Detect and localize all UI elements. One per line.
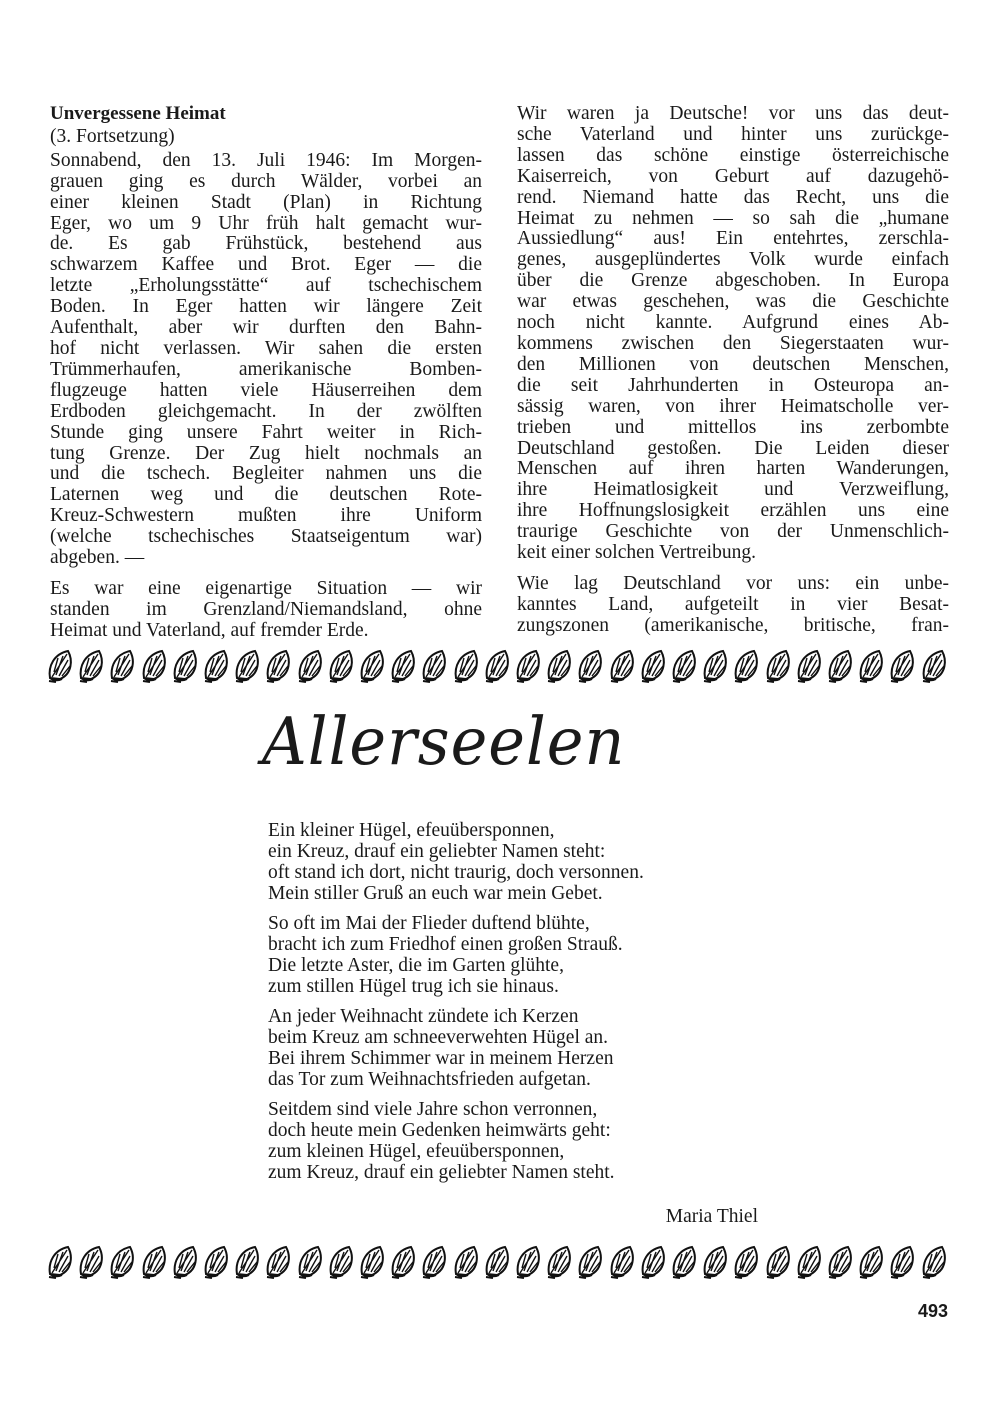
text-line: keit einer solchen Vertreibung. bbox=[517, 542, 756, 564]
text-line: Aussiedlung“ aus! Ein entehrtes, zerschla- bbox=[517, 228, 949, 250]
leaf-icon bbox=[888, 648, 918, 684]
leaf-icon bbox=[670, 648, 700, 684]
leaf-icon bbox=[77, 1244, 107, 1280]
leaf-icon bbox=[452, 648, 482, 684]
poem-author: Maria Thiel bbox=[665, 1206, 758, 1227]
text-line: Wir waren ja Deutsche! vor uns das deut- bbox=[517, 103, 949, 124]
poem-line: ein Kreuz, drauf ein geliebter Namen steht: bbox=[268, 841, 606, 862]
leaf-icon bbox=[46, 648, 76, 684]
poem-line: doch heute mein Gedenken heimwärts geht: bbox=[268, 1120, 611, 1141]
leaf-icon bbox=[732, 1244, 762, 1280]
text-line: traurige Geschichte von der Unmenschlich- bbox=[517, 521, 949, 543]
leaf-icon bbox=[920, 648, 950, 684]
leaf-icon bbox=[452, 1244, 482, 1280]
leaf-icon bbox=[264, 1244, 294, 1280]
leaf-icon bbox=[764, 1244, 794, 1280]
text-line: de. Es gab Frühstück, bestehend aus bbox=[50, 233, 482, 255]
text-line: Laternen weg und die deutschen Rote- bbox=[50, 484, 482, 506]
poem-line: zum Kreuz, drauf ein geliebter Namen steht. bbox=[268, 1162, 615, 1183]
poem-line: beim Kreuz am schneeverwehten Hügel an. bbox=[268, 1027, 609, 1048]
text-line: Sonnabend, den 13. Juli 1946: Im Morgen- bbox=[50, 149, 482, 171]
text-line: sche Vaterland und hinter uns zurückge- bbox=[517, 123, 949, 145]
text-line: Wie lag Deutschland vor uns: ein unbe- bbox=[517, 572, 949, 594]
paragraph bbox=[50, 579, 482, 642]
text-line: einer kleinen Stadt (Plan) in Richtung bbox=[50, 191, 482, 213]
leaf-icon bbox=[826, 648, 856, 684]
text-line: Aufenthalt, aber wir durften den Bahn- bbox=[50, 317, 482, 339]
poem-stanza bbox=[268, 913, 644, 997]
poem-line: Mein stiller Gruß an euch war mein Gebet. bbox=[268, 883, 603, 904]
poem-line: Die letzte Aster, die im Garten glühte, bbox=[268, 955, 564, 976]
leaf-icon bbox=[701, 648, 731, 684]
text-line: abgeben. — bbox=[50, 547, 145, 569]
text-line: letzte „Erholungsstätte“ auf tschechischem bbox=[50, 275, 482, 297]
text-line: standen im Grenzland/Niemandsland, ohne bbox=[50, 598, 482, 620]
leaf-icon bbox=[514, 1244, 544, 1280]
leaf-icon bbox=[296, 1244, 326, 1280]
text-line: flugzeuge hatten viele Häuserreihen dem bbox=[50, 379, 482, 401]
poem-line: zum stillen Hügel trug ich sie hinaus. bbox=[268, 976, 559, 997]
poem-line: oft stand ich dort, nicht traurig, doch versonnen. bbox=[268, 862, 644, 883]
leaf-icon bbox=[140, 648, 170, 684]
leaf-icon bbox=[826, 1244, 856, 1280]
leaf-icon bbox=[545, 1244, 575, 1280]
leaf-icon bbox=[171, 1244, 201, 1280]
leaf-icon bbox=[670, 1244, 700, 1280]
text-line: den Millionen von deutschen Menschen, bbox=[517, 353, 949, 375]
leaf-ornament-border-top bbox=[46, 648, 950, 684]
leaf-icon bbox=[764, 648, 794, 684]
article-left-column bbox=[50, 104, 482, 642]
leaf-icon bbox=[202, 1244, 232, 1280]
poem-line: das Tor zum Weihnachtsfrieden aufgetan. bbox=[268, 1069, 591, 1090]
leaf-icon bbox=[576, 648, 606, 684]
text-line: war etwas geschehen, was die Geschichte bbox=[517, 291, 949, 313]
article-right-body bbox=[517, 104, 949, 637]
text-line: über die Grenze abgeschoben. In Europa bbox=[517, 270, 949, 292]
article-subtitle: (3. Fortsetzung) bbox=[50, 125, 175, 147]
leaf-icon bbox=[608, 1244, 638, 1280]
text-line: Heimat und Vaterland, auf fremder Erde. bbox=[50, 619, 369, 641]
text-line: schwarzem Kaffee und Brot. Eger — die bbox=[50, 254, 482, 276]
text-line: zungszonen (amerikanische, britische, fran- bbox=[517, 614, 949, 636]
text-line: Heimat zu nehmen — so sah die „humane bbox=[517, 207, 949, 229]
text-line: trieben und mittellos ins zerbombte bbox=[517, 416, 949, 438]
leaf-icon bbox=[140, 1244, 170, 1280]
leaf-icon bbox=[233, 648, 263, 684]
leaf-icon bbox=[483, 648, 513, 684]
leaf-icon bbox=[420, 648, 450, 684]
page-number: 493 bbox=[917, 1301, 948, 1321]
poem-line: Bei ihrem Schimmer war in meinem Herzen bbox=[268, 1048, 614, 1069]
leaf-icon bbox=[608, 648, 638, 684]
leaf-icon bbox=[108, 1244, 138, 1280]
leaf-icon bbox=[358, 648, 388, 684]
article-left-body bbox=[50, 151, 482, 642]
leaf-ornament-border-bottom bbox=[46, 1244, 950, 1280]
text-line: lassen das schöne einstige österreichische bbox=[517, 144, 949, 166]
text-line: Menschen auf ihren harten Wanderungen, bbox=[517, 458, 949, 480]
leaf-icon bbox=[420, 1244, 450, 1280]
text-line: Deutschland gestoßen. Die Leiden dieser bbox=[517, 437, 949, 459]
leaf-icon bbox=[545, 648, 575, 684]
leaf-icon bbox=[233, 1244, 263, 1280]
leaf-icon bbox=[514, 648, 544, 684]
poem-stanza bbox=[268, 1099, 644, 1183]
leaf-icon bbox=[701, 1244, 731, 1280]
text-line: hof nicht verlassen. Wir sahen die ersten bbox=[50, 337, 482, 359]
text-line: genes, ausgeplündertes Volk wurde einfach bbox=[517, 249, 949, 271]
leaf-icon bbox=[857, 648, 887, 684]
text-line: Es war eine eigenartige Situation — wir bbox=[50, 577, 482, 599]
poem-stanza bbox=[268, 1006, 644, 1090]
text-line: sässig waren, von ihrer Heimatscholle ver- bbox=[517, 395, 949, 417]
text-line: (welche tschechisches Staatseigentum war) bbox=[50, 526, 482, 548]
text-line: Kreuz-Schwestern mußten ihre Uniform bbox=[50, 505, 482, 527]
article-right-column bbox=[517, 104, 949, 637]
leaf-icon bbox=[327, 1244, 357, 1280]
leaf-icon bbox=[857, 1244, 887, 1280]
leaf-icon bbox=[389, 1244, 419, 1280]
text-line: tung Grenze. Der Zug hielt nochmals an bbox=[50, 442, 482, 464]
text-line: Erdboden gleichgemacht. In der zwölften bbox=[50, 400, 482, 422]
text-line: die seit Jahrhunderten in Osteuropa an- bbox=[517, 374, 949, 396]
text-line: grauen ging es durch Wälder, vorbei an bbox=[50, 170, 482, 192]
leaf-icon bbox=[888, 1244, 918, 1280]
text-line: noch nicht kannte. Aufgrund eines Ab- bbox=[517, 312, 949, 334]
text-line: ihre Heimatlosigkeit und Verzweiflung, bbox=[517, 479, 949, 501]
leaf-icon bbox=[483, 1244, 513, 1280]
leaf-icon bbox=[171, 648, 201, 684]
paragraph bbox=[517, 574, 949, 637]
text-line: Eger, wo um 9 Uhr früh halt gemacht wur- bbox=[50, 212, 482, 234]
text-line: kanntes Land, aufgeteilt in vier Besat- bbox=[517, 593, 949, 615]
poem-line: zum kleinen Hügel, efeuübersponnen, bbox=[268, 1141, 565, 1162]
text-line: Kaiserreich, von Geburt auf dazugehö- bbox=[517, 165, 949, 187]
leaf-icon bbox=[639, 1244, 669, 1280]
leaf-icon bbox=[46, 1244, 76, 1280]
text-line: Boden. In Eger hatten wir längere Zeit bbox=[50, 296, 482, 318]
leaf-icon bbox=[639, 648, 669, 684]
leaf-icon bbox=[389, 648, 419, 684]
poem-stanza bbox=[268, 820, 644, 904]
poem-title: Allerseelen bbox=[262, 703, 626, 780]
text-line: rend. Niemand hatte das Recht, uns die bbox=[517, 186, 949, 208]
leaf-icon bbox=[576, 1244, 606, 1280]
leaf-icon bbox=[296, 648, 326, 684]
poem-line: So oft im Mai der Flieder duftend blühte, bbox=[268, 913, 590, 934]
text-line: und die tschech. Begleiter nahmen uns die bbox=[50, 463, 482, 485]
poem-line: Ein kleiner Hügel, efeuübersponnen, bbox=[268, 820, 555, 841]
text-line: Stunde ging unsere Fahrt weiter in Rich- bbox=[50, 421, 482, 443]
leaf-icon bbox=[327, 648, 357, 684]
leaf-icon bbox=[77, 648, 107, 684]
leaf-icon bbox=[108, 648, 138, 684]
leaf-icon bbox=[264, 648, 294, 684]
poem-line: Seitdem sind viele Jahre schon verronnen, bbox=[268, 1099, 598, 1120]
leaf-icon bbox=[795, 1244, 825, 1280]
poem-body bbox=[268, 820, 644, 1192]
text-line: kommens zwischen den Siegerstaaten wur- bbox=[517, 332, 949, 354]
poem-line: An jeder Weihnacht zündete ich Kerzen bbox=[268, 1006, 579, 1027]
paragraph bbox=[50, 151, 482, 569]
leaf-icon bbox=[920, 1244, 950, 1280]
leaf-icon bbox=[732, 648, 762, 684]
article-title: Unvergessene Heimat bbox=[50, 103, 226, 124]
leaf-icon bbox=[202, 648, 232, 684]
leaf-icon bbox=[358, 1244, 388, 1280]
text-line: Trümmerhaufen, amerikanische Bomben- bbox=[50, 358, 482, 380]
leaf-icon bbox=[795, 648, 825, 684]
poem-line: bracht ich zum Friedhof einen großen Strauß. bbox=[268, 934, 623, 955]
text-line: ihre Hoffnungslosigkeit erzählen uns eine bbox=[517, 500, 949, 522]
paragraph bbox=[517, 104, 949, 564]
